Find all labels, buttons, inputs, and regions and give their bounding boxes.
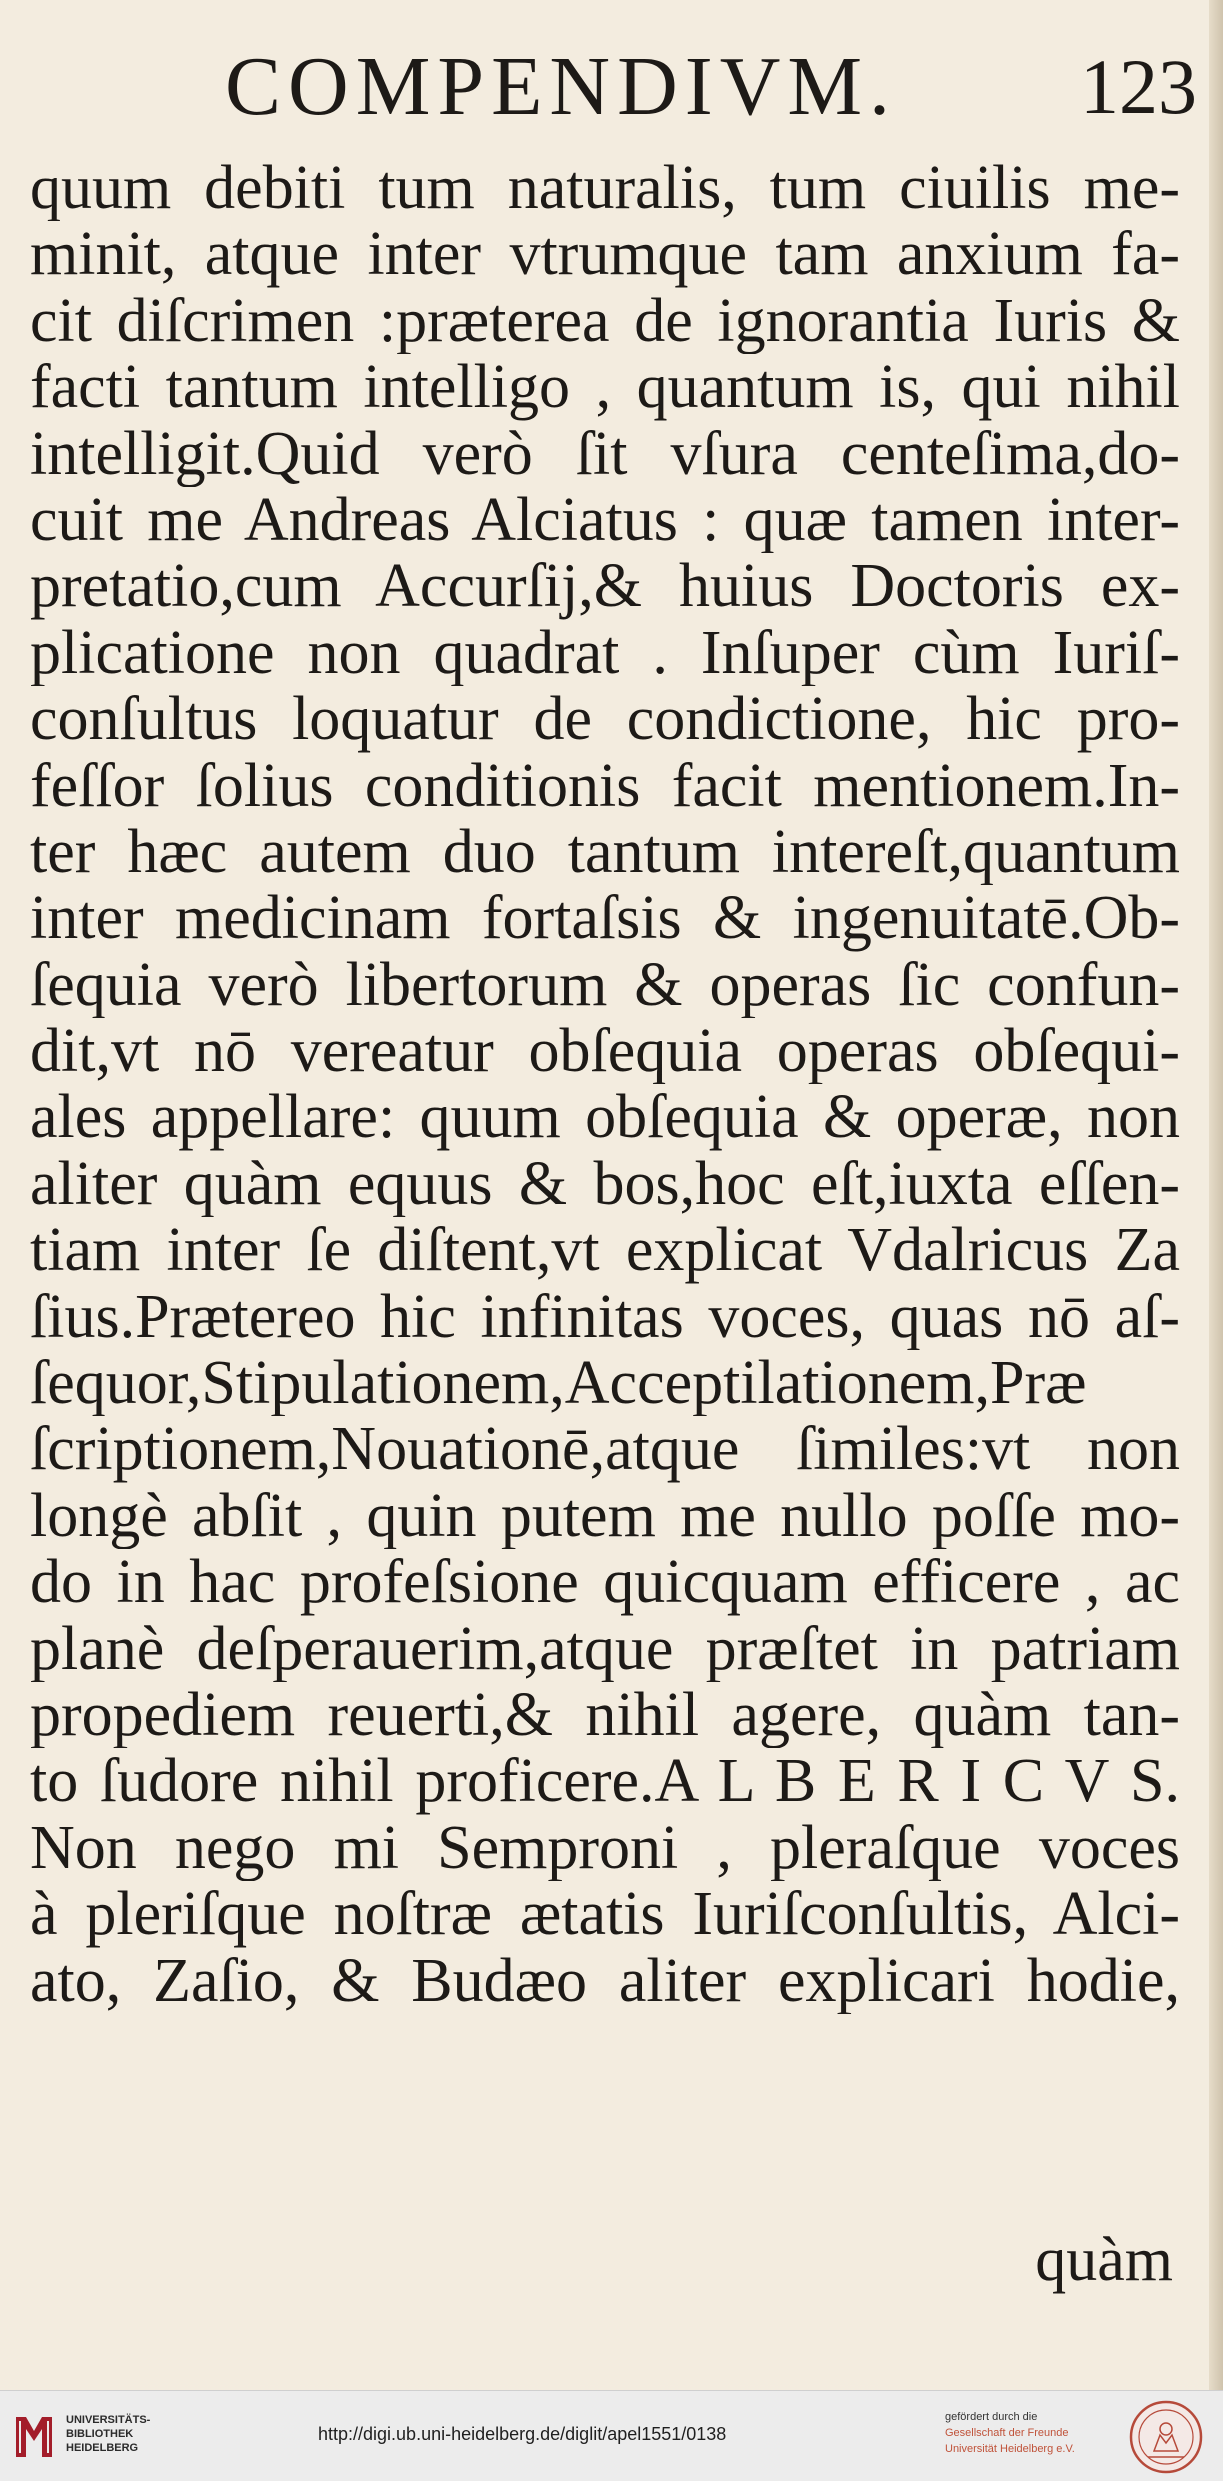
text-line: à pleriſque noſtræ ætatis Iuriſconſultis, Alci- <box>30 1881 1180 1948</box>
permalink-url[interactable]: http://digi.ub.uni-heidelberg.de/diglit/apel1551/0138 <box>318 2424 727 2444</box>
library-name <box>66 2413 186 2455</box>
text-line: aliter quàm equus & bos,hoc eſt,iuxta eſſen- <box>30 1150 1180 1218</box>
text-line: ſequia verò libertorum & operas ſic confun- <box>30 951 1180 1019</box>
page-header <box>0 28 1223 138</box>
text-line: minit, atque inter vtrumque tam anxium fa- <box>30 221 1180 288</box>
text-line: plicatione non quadrat . Inſuper cùm Iuriſ- <box>30 619 1180 687</box>
text-line: quum debiti tum naturalis, tum ciuilis me- <box>30 155 1180 222</box>
university-seal-icon <box>1128 2399 1204 2475</box>
text-line: ſius.Prætereo hic infinitas voces, quas nō aſ- <box>30 1283 1180 1351</box>
sponsor-name-line: Universität Heidelberg e.V. <box>945 2443 1075 2455</box>
viewer-footer <box>0 2390 1223 2481</box>
library-name-line: UNIVERSITÄTS- <box>66 2414 151 2426</box>
text-line: ter hæc autem duo tantum intereſt,quantum <box>30 818 1180 886</box>
text-line: longè abſit , quin putem me nullo poſſe mo- <box>30 1482 1180 1550</box>
text-line: do in hac profeſsione quicquam efficere , ac <box>30 1549 1180 1616</box>
text-line: tiam inter ſe diſtent,vt explicat Vdalricus Za <box>30 1217 1180 1284</box>
text-line: to ſudore nihil proficere.A L B E R I C V S. <box>30 1748 1180 1815</box>
university-library-logo-icon <box>12 2409 58 2465</box>
library-name-line: BIBLIOTHEK <box>66 2428 134 2440</box>
text-line: cuit me Andreas Alciatus : quæ tamen inter- <box>30 486 1180 554</box>
sponsor-credit <box>945 2409 1115 2457</box>
text-line: dit,vt nō vereatur obſequia operas obſequi- <box>30 1018 1180 1085</box>
catchword: quàm <box>1035 2226 1173 2294</box>
body-text <box>30 155 1180 2014</box>
text-line: pretatio,cum Accurſij,& huius Doctoris ex- <box>30 553 1180 620</box>
text-line: ſequor,Stipulationem,Acceptilationem,Præ <box>30 1350 1087 1417</box>
page-edge-shadow <box>1209 0 1223 2390</box>
sponsor-name-line: Gesellschaft der Freunde <box>945 2427 1069 2439</box>
text-line: ato, Zaſio, & Budæo aliter explicari hodie, <box>30 1947 1180 2014</box>
text-line: ſcriptionem,Nouationē,atque ſimiles:vt non <box>30 1416 1180 1483</box>
library-name-line: HEIDELBERG <box>66 2442 139 2454</box>
text-line: intelligit.Quid verò ſit vſura centeſima,do- <box>30 420 1180 487</box>
text-line: propediem reuerti,& nihil agere, quàm tan- <box>30 1681 1180 1749</box>
page-number: 123 <box>1080 43 1197 130</box>
text-line: ales appellare: quum obſequia & operæ, non <box>30 1084 1180 1151</box>
text-line: planè deſperauerim,atque præſtet in patriam <box>30 1615 1180 1682</box>
text-line: facti tantum intelligo , quantum is, qui nihil <box>30 354 1180 421</box>
text-line: conſultus loquatur de condictione, hic pro- <box>30 686 1180 753</box>
text-line: feſſor ſolius conditionis facit mentionem.In- <box>30 752 1180 819</box>
text-line: inter medicinam fortaſsis & ingenuitatē.Ob- <box>30 885 1180 952</box>
text-line: cit diſcrimen :præterea de ignorantia Iuris & <box>30 287 1180 355</box>
running-title: COMPENDIVM. <box>225 40 898 133</box>
sponsor-intro: gefördert durch die <box>945 2411 1038 2423</box>
text-line: Non nego mi Semproni , pleraſque voces <box>30 1814 1180 1882</box>
